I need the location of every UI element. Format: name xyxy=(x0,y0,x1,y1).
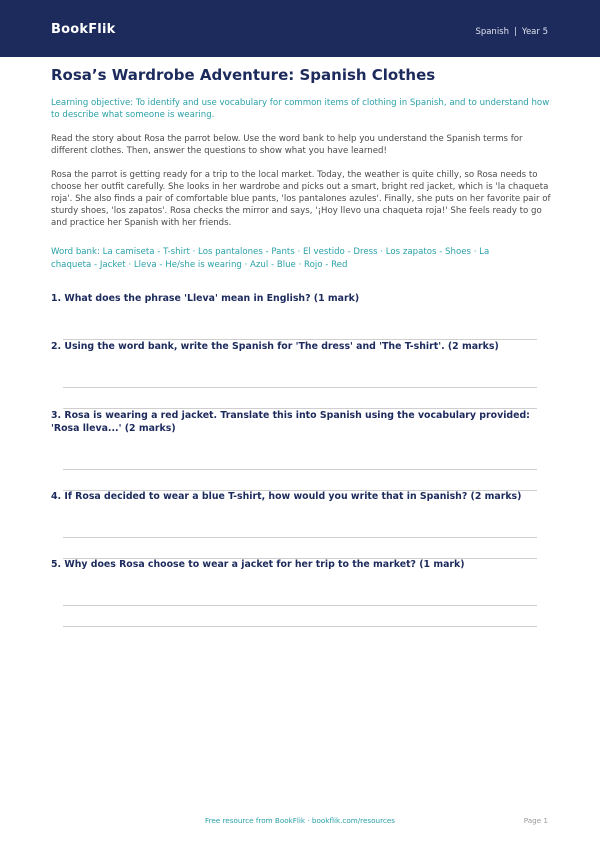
answer-line[interactable] xyxy=(63,626,537,627)
question-3: 3. Rosa is wearing a red jacket. Translate this into Spanish using the vocabulary provided: 'Rosa lleva...' (2 marks) xyxy=(51,410,530,434)
instructions: Read the story about Rosa the parrot below. Use the word bank to help you understand the Spanish terms for different clothes. Then, answer the questions to show what you have learned! xyxy=(51,134,523,156)
answer-line[interactable] xyxy=(63,537,537,538)
brand-logo[interactable]: BookFlik xyxy=(51,22,116,37)
learning-objective: Learning objective: To identify and use vocabulary for common items of clothing in Spanish, and to understand how to describe what someone is wearing. xyxy=(51,98,550,120)
answer-line[interactable] xyxy=(63,469,537,470)
breadcrumb-separator: | xyxy=(514,27,517,37)
page-header xyxy=(0,0,600,57)
page-number: Page 1 xyxy=(523,816,548,825)
page-title: Rosa’s Wardrobe Adventure: Spanish Clothes xyxy=(51,66,436,84)
question-4: 4. If Rosa decided to wear a blue T-shirt, how would you write that in Spanish? (2 marks) xyxy=(51,491,522,502)
breadcrumb xyxy=(475,27,548,37)
answer-line[interactable] xyxy=(63,387,537,388)
footer-link[interactable]: Free resource from BookFlik · bookflik.com/resources xyxy=(204,816,396,825)
story-text: Rosa the parrot is getting ready for a trip to the local market. Today, the weather is quite chilly, so Rosa needs to choose her outfit carefully. She looks in her wardrobe and picks out a smart, bright red jacket, which is 'la chaqueta roja'. She also finds a pair of comfortable blue pants, 'los pantalones azules'. Finally, she puts on her favorite pair of sturdy shoes, 'los zapatos'. Rosa checks the mirror and says, '¡Hoy llevo una chaqueta roja!' She feels ready to go and practice her Spanish with her friends. xyxy=(51,170,551,228)
breadcrumb-year: Year 5 xyxy=(521,27,548,37)
question-5: 5. Why does Rosa choose to wear a jacket for her trip to the market? (1 mark) xyxy=(51,559,465,570)
breadcrumb-subject: Spanish xyxy=(475,27,510,37)
question-1: 1. What does the phrase 'Lleva' mean in English? (1 mark) xyxy=(51,293,360,304)
answer-line[interactable] xyxy=(63,605,537,606)
question-2: 2. Using the word bank, write the Spanish for 'The dress' and 'The T-shirt'. (2 marks) xyxy=(51,341,499,352)
word-bank: Word bank: La camiseta - T-shirt · Los pantalones - Pants · El vestido - Dress · Los zapatos - Shoes · La chaqueta - Jacket · Lleva - He/she is wearing · Azul - Blue · Rojo - Red xyxy=(51,247,490,270)
